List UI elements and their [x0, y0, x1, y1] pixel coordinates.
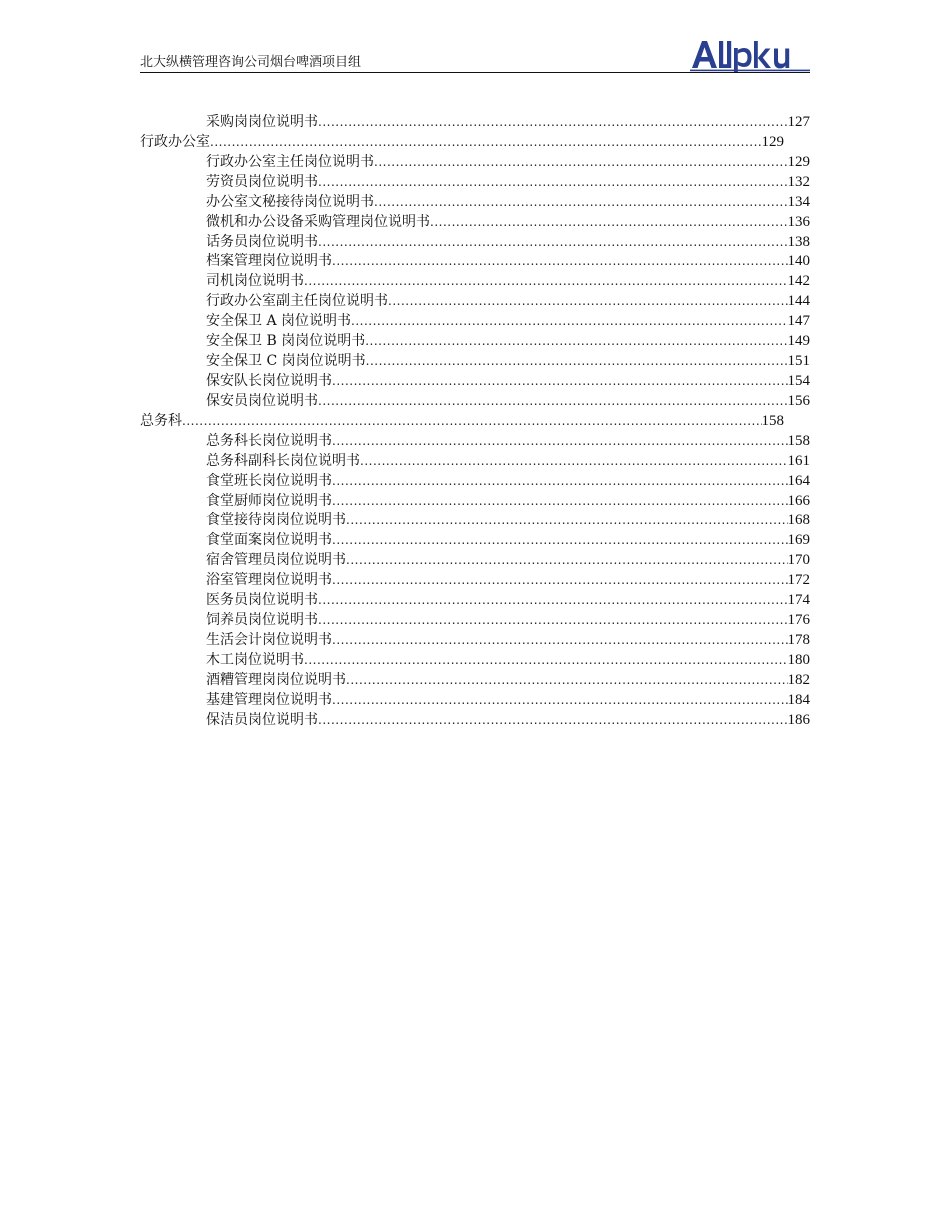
- toc-entry-label: 司机岗位说明书: [206, 273, 304, 290]
- toc-entry-label: 安全保卫 C 岗岗位说明书: [206, 353, 366, 370]
- toc-entry-label: 总务科: [140, 412, 182, 429]
- toc-entry[interactable]: [140, 511, 810, 531]
- toc-entry[interactable]: [140, 531, 810, 551]
- toc-dot-leader: [318, 233, 788, 253]
- toc-dot-leader: [318, 591, 788, 611]
- header-title: 北大纵横管理咨询公司烟台啤酒项目组: [140, 55, 362, 70]
- toc-dot-leader: [318, 392, 788, 412]
- toc-dot-leader: [304, 651, 788, 671]
- toc-entry-label: 木工岗位说明书: [206, 651, 304, 668]
- header-rule: [140, 72, 810, 73]
- toc-dot-leader: [318, 173, 788, 193]
- toc-entry[interactable]: [140, 312, 810, 332]
- toc-entry[interactable]: [140, 252, 810, 272]
- toc-dot-leader: [365, 332, 787, 352]
- toc-page-number: 161: [787, 452, 810, 469]
- toc-entry[interactable]: [140, 651, 810, 671]
- toc-entry-label: 食堂面案岗位说明书: [206, 532, 332, 549]
- toc-entry-label: 安全保卫 A 岗位说明书: [206, 313, 352, 330]
- allpku-logo: [690, 38, 810, 72]
- page-header: [140, 38, 810, 74]
- toc-dot-leader: [360, 452, 788, 472]
- toc-entry[interactable]: [140, 392, 810, 412]
- toc-page-number: 151: [787, 353, 810, 370]
- toc-entry-label: 医务员岗位说明书: [206, 592, 318, 609]
- toc-dot-leader: [332, 252, 788, 272]
- toc-page-number: 154: [787, 372, 810, 389]
- toc-entry-label: 保安队长岗位说明书: [206, 372, 332, 389]
- toc-entry[interactable]: [140, 233, 810, 253]
- toc-entry[interactable]: [140, 711, 810, 731]
- toc-page-number: 140: [787, 253, 810, 270]
- toc-page-number: 142: [787, 273, 810, 290]
- toc-dot-leader: [332, 631, 788, 651]
- toc-entry[interactable]: [140, 213, 810, 233]
- toc-page-number: 132: [787, 173, 810, 190]
- toc-page-number: 174: [787, 592, 810, 609]
- toc-page-number: 184: [787, 691, 810, 708]
- toc-page-number: 186: [787, 711, 810, 728]
- toc-dot-leader: [332, 691, 788, 711]
- toc-entry-label: 安全保卫 B 岗岗位说明书: [206, 333, 366, 350]
- toc-page-number: 169: [787, 532, 810, 549]
- toc-entry-label: 宿舍管理员岗位说明书: [206, 552, 346, 569]
- toc-dot-leader: [430, 213, 788, 233]
- toc-page-number: 127: [787, 114, 810, 130]
- toc-entry-label: 行政办公室: [140, 133, 210, 150]
- toc-entry-label: 饲养员岗位说明书: [206, 612, 318, 629]
- toc-page-number: 176: [787, 612, 810, 629]
- toc-entry-label: 酒糟管理岗岗位说明书: [206, 671, 346, 688]
- toc-dot-leader: [346, 551, 788, 571]
- toc-page-number: 129: [787, 153, 810, 170]
- toc-page-number: 182: [787, 671, 810, 688]
- toc-dot-leader: [318, 113, 788, 133]
- toc-entry[interactable]: [140, 452, 810, 472]
- toc-page-number: 180: [787, 651, 810, 668]
- toc-dot-leader: [366, 352, 788, 372]
- toc-page-number: 147: [787, 313, 810, 330]
- toc-entry[interactable]: [140, 631, 810, 651]
- toc-entry[interactable]: [140, 372, 810, 392]
- toc-page-number: 129: [761, 133, 784, 150]
- toc-entry[interactable]: [140, 153, 810, 173]
- toc-page-number: 166: [787, 492, 810, 509]
- toc-entry[interactable]: [140, 173, 810, 193]
- toc-entry-label: 基建管理岗位说明书: [206, 691, 332, 708]
- toc-entry-label: 食堂接待岗岗位说明书: [206, 512, 346, 529]
- toc-entry[interactable]: [140, 671, 810, 691]
- toc-page-number: 156: [787, 392, 810, 409]
- toc-entry-label: 总务科长岗位说明书: [206, 432, 332, 449]
- toc-dot-leader: [332, 571, 788, 591]
- toc-page-number: 172: [787, 572, 810, 589]
- toc-section-entry[interactable]: [140, 133, 810, 153]
- toc-dot-leader: [332, 531, 788, 551]
- toc-entry[interactable]: [140, 113, 810, 133]
- toc-page-number: 170: [787, 552, 810, 569]
- toc-entry[interactable]: [140, 691, 810, 711]
- toc-entry[interactable]: [140, 551, 810, 571]
- toc-dot-leader: [388, 292, 788, 312]
- toc-page-number: 136: [787, 213, 810, 230]
- toc-page-number: 134: [787, 193, 810, 210]
- toc-dot-leader: [318, 711, 788, 731]
- toc-dot-leader: [374, 153, 788, 173]
- toc-entry-label: 微机和办公设备采购管理岗位说明书: [206, 213, 430, 230]
- toc-entry[interactable]: [140, 472, 810, 492]
- toc-dot-leader: [332, 372, 788, 392]
- toc-entry-label: 总务科副科长岗位说明书: [206, 452, 360, 469]
- toc-entry[interactable]: [140, 591, 810, 611]
- toc-entry-label: 档案管理岗位说明书: [206, 253, 332, 270]
- toc-entry-label: 浴室管理岗位说明书: [206, 572, 332, 589]
- toc-section-entry[interactable]: [140, 412, 810, 432]
- toc-page-number: 178: [787, 631, 810, 648]
- toc-dot-leader: [332, 432, 788, 452]
- toc-page-number: 164: [787, 472, 810, 489]
- toc-dot-leader: [332, 492, 788, 512]
- toc-page-number: 144: [787, 293, 810, 310]
- toc-dot-leader: [351, 312, 787, 332]
- toc-page-number: 158: [761, 412, 784, 429]
- toc-dot-leader: [318, 611, 788, 631]
- toc-entry-label: 行政办公室副主任岗位说明书: [206, 293, 388, 310]
- toc-page-number: 149: [787, 333, 810, 350]
- toc-dot-leader: [304, 272, 788, 292]
- toc-entry-label: 生活会计岗位说明书: [206, 631, 332, 648]
- toc-entry[interactable]: [140, 571, 810, 591]
- table-of-contents: [140, 113, 810, 731]
- toc-dot-leader: [210, 133, 762, 153]
- toc-dot-leader: [374, 193, 788, 213]
- toc-dot-leader: [182, 412, 762, 432]
- toc-entry-label: 食堂厨师岗位说明书: [206, 492, 332, 509]
- toc-entry-label: 保洁员岗位说明书: [206, 711, 318, 728]
- toc-entry[interactable]: [140, 193, 810, 213]
- toc-dot-leader: [332, 472, 788, 492]
- toc-page-number: 158: [787, 432, 810, 449]
- toc-entry-label: 采购岗岗位说明书: [206, 114, 318, 130]
- toc-entry[interactable]: [140, 352, 810, 372]
- toc-entry-label: 办公室文秘接待岗位说明书: [206, 193, 374, 210]
- toc-entry[interactable]: [140, 492, 810, 512]
- toc-dot-leader: [346, 511, 788, 531]
- toc-entry[interactable]: [140, 292, 810, 312]
- toc-entry-label: 保安员岗位说明书: [206, 392, 318, 409]
- toc-page-number: 168: [787, 512, 810, 529]
- toc-entry-label: 行政办公室主任岗位说明书: [206, 153, 374, 170]
- toc-dot-leader: [346, 671, 788, 691]
- toc-entry[interactable]: [140, 272, 810, 292]
- toc-entry[interactable]: [140, 611, 810, 631]
- toc-entry-label: 劳资员岗位说明书: [206, 173, 318, 190]
- toc-entry-label: 食堂班长岗位说明书: [206, 472, 332, 489]
- toc-entry-label: 话务员岗位说明书: [206, 233, 318, 250]
- toc-entry[interactable]: [140, 432, 810, 452]
- toc-entry[interactable]: [140, 332, 810, 352]
- toc-page-number: 138: [787, 233, 810, 250]
